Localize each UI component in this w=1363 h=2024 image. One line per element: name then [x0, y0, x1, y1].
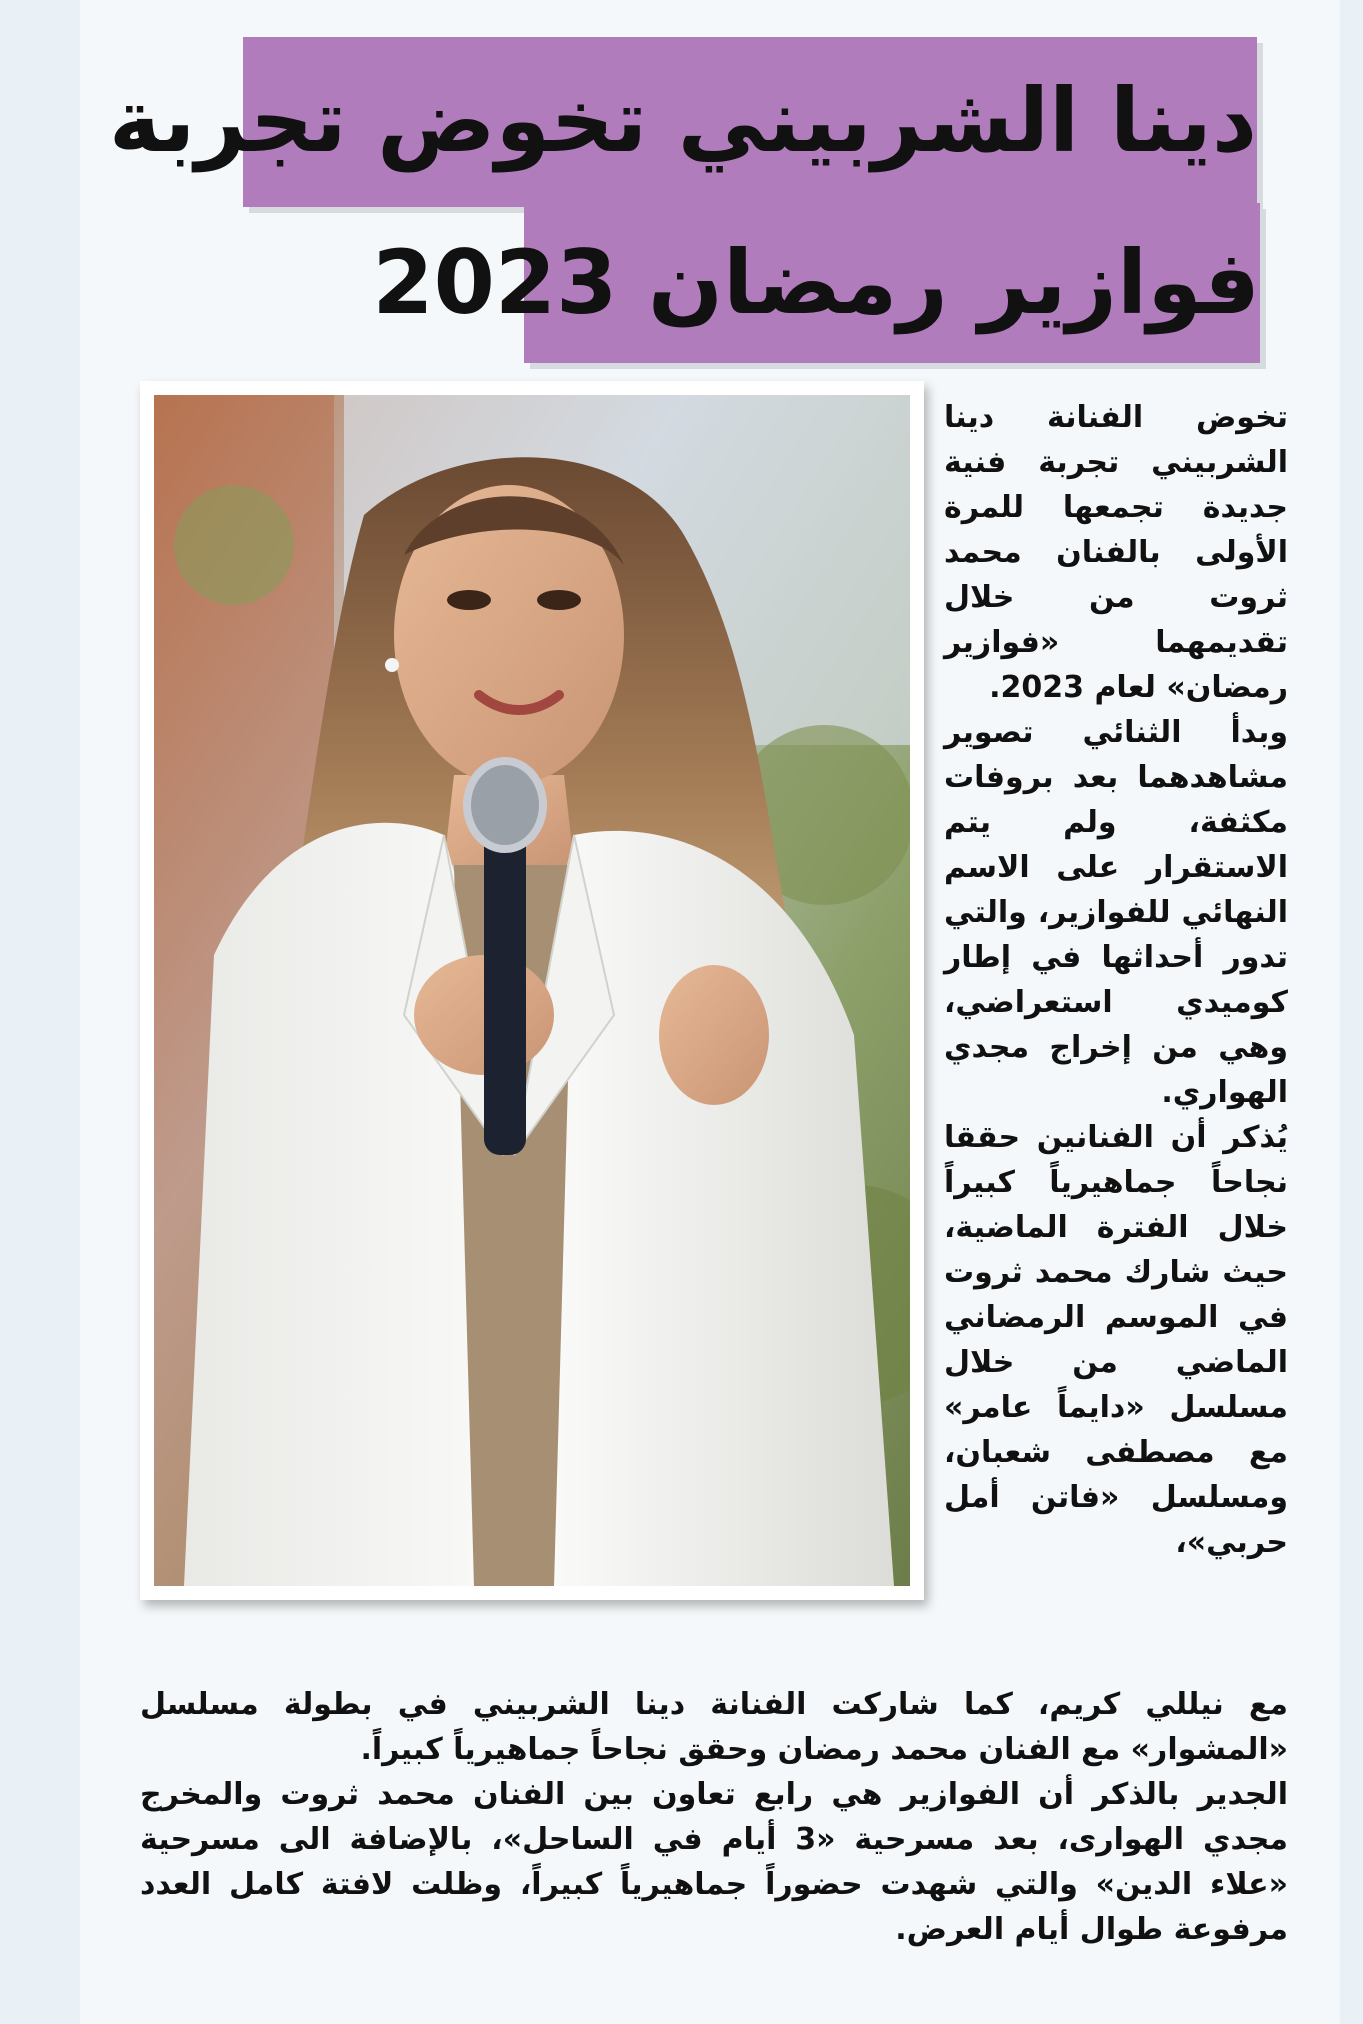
headline-line-1: دينا الشربيني تخوض تجربة: [243, 37, 1257, 207]
article-paragraph: الجدير بالذكر أن الفوازير هي رابع تعاون بين الفنان محمد ثروت والمخرج مجدي الهوارى، بعد مسرحية «3 أيام في الساحل»، بالإضافة الى مسرحية «علاء الدين» والتي شهدت حضوراً جماهيرياً كبيراً، وظلت لافتة كامل العدد مرفوعة طوال أيام العرض.: [140, 1777, 1288, 1947]
woman-with-microphone-photo: [154, 395, 910, 1586]
article-paragraph: مع نيللي كريم، كما شاركت الفنانة دينا الشربيني في بطولة مسلسل «المشوار» مع الفنان محمد رمضان وحقق نجاحاً جماهيرياً كبيراً.: [140, 1687, 1288, 1767]
photo-frame: [140, 381, 924, 1600]
article-paragraph: وبدأ الثنائي تصوير مشاهدهما بعد بروفات مكثفة، ولم يتم الاستقرار على الاسم النهائي للفوازير، والتي تدور أحداثها في إطار كوميدي استعراضي، وهي من إخراج مجدي الهواري.: [944, 715, 1288, 1110]
headline-line-2: فوازير رمضان 2023: [524, 203, 1260, 363]
article-paragraph: تخوض الفنانة دينا الشربيني تجربة فنية جديدة تجمعها للمرة الأولى بالفنان محمد ثروت من خلال تقديمهما «فوازير رمضان» لعام 2023.: [944, 400, 1288, 705]
article-column-text: [944, 395, 1288, 1565]
article-full-width-text: [140, 1682, 1288, 1952]
article-paragraph: يُذكر أن الفنانين حققا نجاحاً جماهيرياً كبيراً خلال الفترة الماضية، حيث شارك محمد ثروت في الموسم الرمضاني الماضي من خلال مسلسل «دايماً عامر» مع مصطفى شعبان، ومسلسل «فاتن أمل حربي»،: [944, 1120, 1288, 1560]
